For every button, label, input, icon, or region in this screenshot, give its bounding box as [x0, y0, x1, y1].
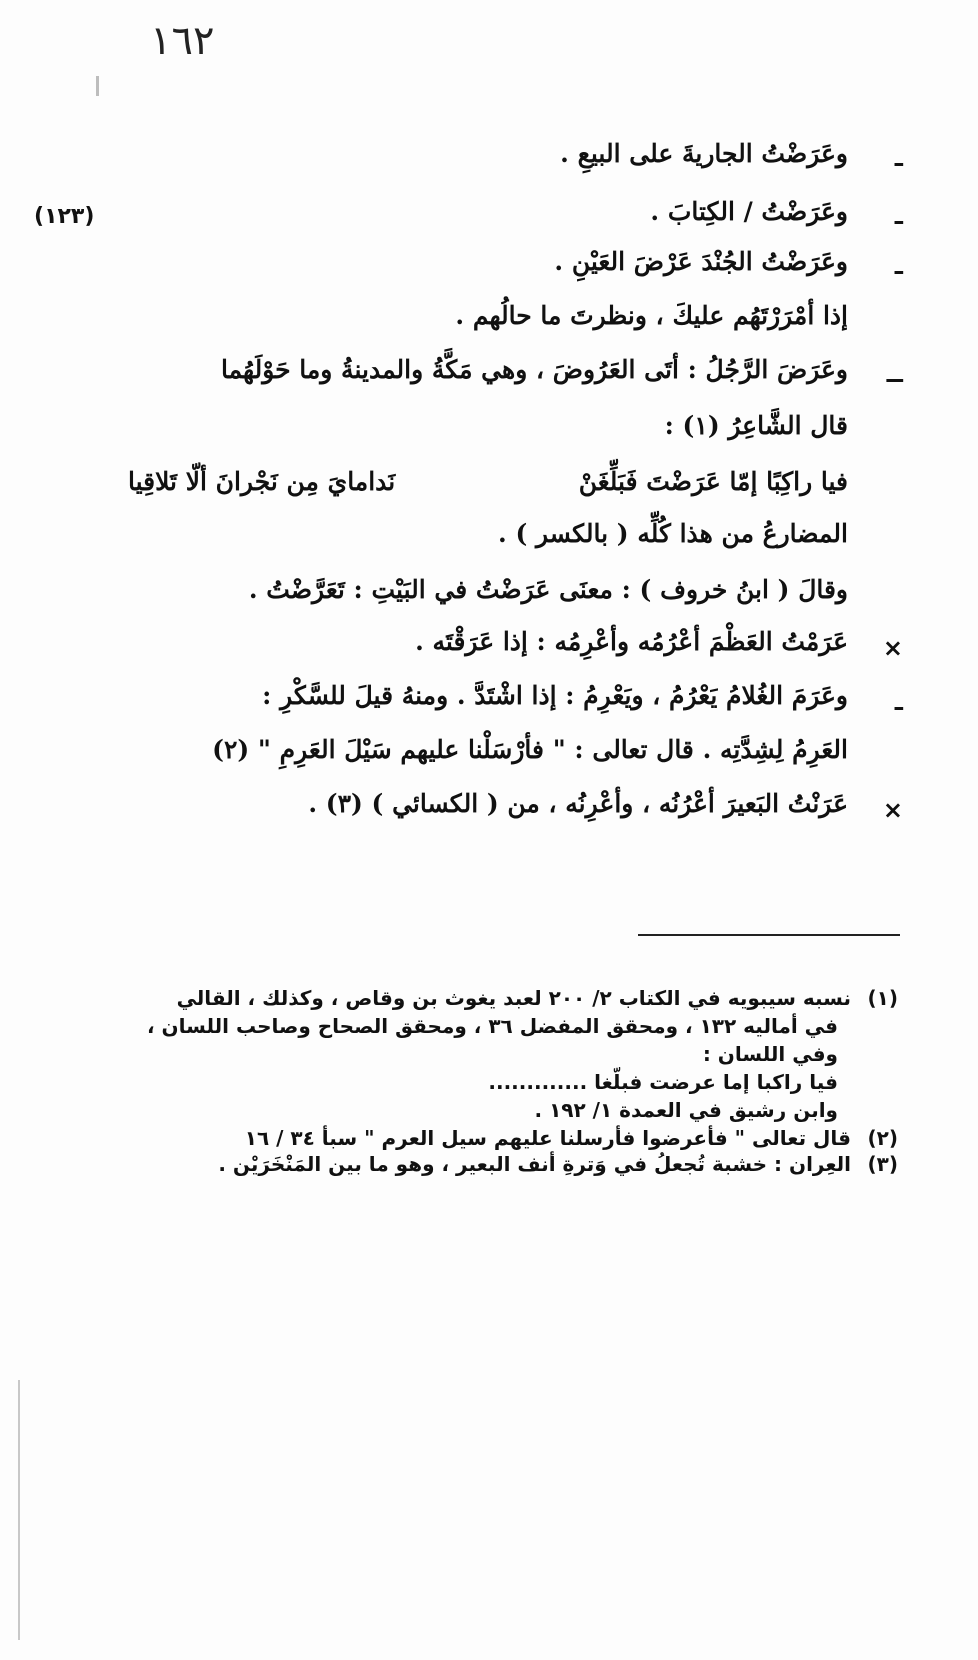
verse-hemistich-2: نَدامايَ مِن نَجْرانَ ألّا تَلاقِيا — [128, 467, 396, 496]
scan-mark — [96, 76, 99, 96]
footnote-divider — [638, 934, 900, 936]
poetry-verse — [128, 466, 848, 498]
footnote-text: العِران : خشبة تُجعلُ في وَترةِ أنف البعير ، وهو ما بين المَنْخَرَيْن . — [218, 1152, 852, 1176]
page-number: ١٦٢ — [150, 18, 215, 64]
line-marker: ـ — [894, 202, 903, 230]
footnote-line: فيا راكبا إما عرضت فبلّغا ............. — [488, 1070, 838, 1094]
text-line: عَرَنْتُ البَعيرَ أعْرُنُه ، وأعْرِنُه ، من ( الكسائي ) (٣) . — [308, 789, 848, 818]
text-line: وعَرَضَ الرَّجُلُ : أتَى العَرُوضَ ، وهي مَكَّةُ والمدينةُ وما حَوْلَهُما — [220, 355, 848, 384]
text-line: وعَرَضْتُ الجاريةَ على البيعِ . — [560, 139, 848, 168]
footnote-text: قال تعالى " فأعرضوا فأرسلنا عليهم سيل العرم " سبأ ٣٤ / ١٦ — [244, 1126, 852, 1150]
text-line: وقالَ ( ابنُ خروف ) : معنَى عَرَضْتُ في البَيْتِ : تَعَرَّضْتُ . — [248, 575, 848, 604]
line-marker: ــ — [886, 360, 903, 388]
footnote-line — [218, 1152, 898, 1176]
footnote-number: (٣) — [867, 1152, 898, 1176]
footnote-line — [177, 986, 898, 1010]
text-line: إذا أمْرَرْتَهُم عليكَ ، ونظرتَ ما حالُهم . — [455, 301, 848, 330]
line-marker: ـ — [894, 252, 903, 280]
footnote-line: في أماليه ١٣٢ ، ومحقق المفضل ٣٦ ، ومحقق الصحاح وصاحب اللسان ، — [146, 1014, 838, 1038]
line-marker: ـ — [894, 144, 903, 172]
text-line: العَرِمُ لِشِدَّتِه . قال تعالى : " فأرْسَلْنا عليهم سَيْلَ العَرِمِ " (٢) — [212, 735, 848, 764]
line-marker: × — [882, 796, 903, 824]
side-reference: (١٢٣) — [34, 204, 95, 229]
footnote-number: (٢) — [867, 1126, 898, 1150]
footnote-line — [245, 1126, 898, 1150]
text-line: قال الشَّاعِرُ (١) : — [664, 411, 848, 440]
footnote-text: نسبه سيبويه في الكتاب ٢/ ٢٠٠ لعبد يغوث بن وقاص ، وكذلك ، القالي — [176, 986, 852, 1010]
text-line: وعَرَضْتُ الجُنْدَ عَرْضَ العَيْنِ . — [554, 247, 848, 276]
footnote-line: وفي اللسان : — [702, 1042, 838, 1066]
scan-edge — [18, 1380, 20, 1640]
verse-hemistich-1: فيا راكِبًا إمّا عَرَضْتَ فَبَلِّغَنْ — [578, 467, 848, 496]
text-line: عَرَمْتُ العَظْمَ أعْرُمُه وأعْرِمُه : إذا عَرَقْتَه . — [415, 627, 848, 656]
footnote-number: (١) — [867, 986, 898, 1010]
text-line: وعَرَضْتُ / الكِتابَ . — [650, 197, 848, 226]
line-marker: ـ — [894, 688, 903, 716]
footnote-line: وابن رشيق في العمدة ١/ ١٩٢ . — [534, 1098, 838, 1122]
line-marker: × — [882, 634, 903, 662]
text-line: وعَرَمَ الغُلامُ يَعْرُمُ ، ويَعْرِمُ : إذا اشْتَدَّ . ومنهُ قيلَ للسَّكْرِ : — [262, 681, 848, 710]
text-line: المضارعُ من هذا كُلِّه ( بالكسر ) . — [498, 519, 848, 548]
